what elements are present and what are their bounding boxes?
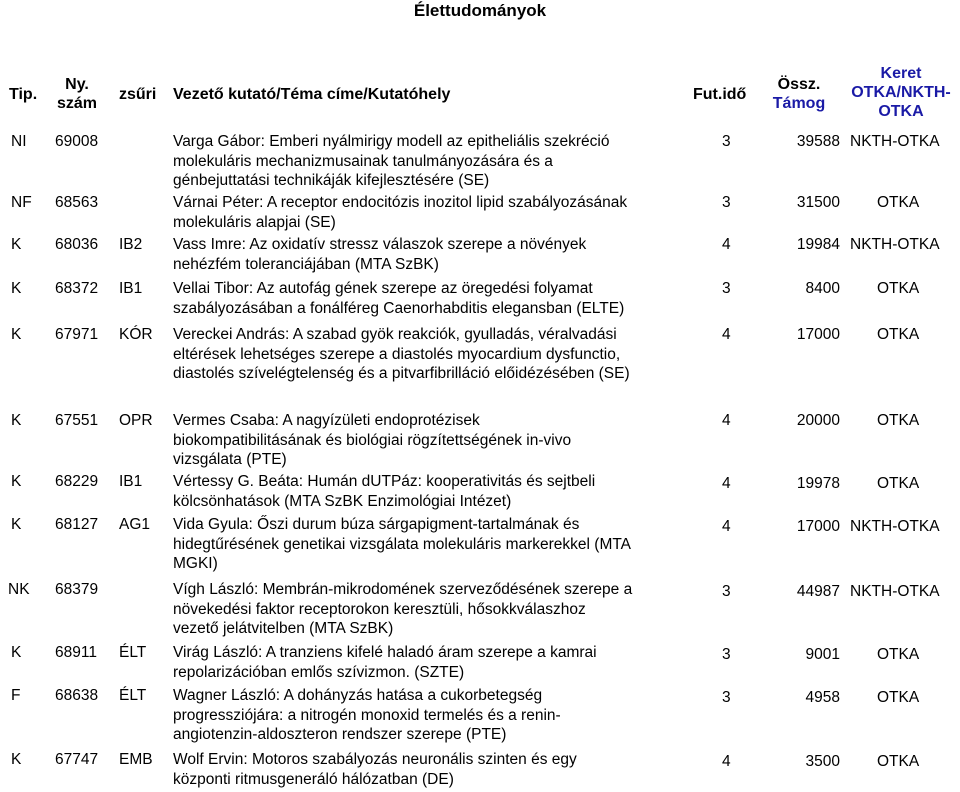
title-line: Wagner László: A dohányzás hatása a cukorbetegség [173, 687, 543, 704]
page-title: Élettudományok [413, 1, 547, 20]
cell-tamog: 31500 [796, 194, 840, 211]
cell-zsuri: OPR [119, 412, 153, 429]
cell-keret: OTKA [877, 194, 920, 211]
header-tip: Tip. [9, 86, 38, 103]
title-line: hidegtűrésének genetikai vizsgálata molekuláris markerekkel (MTA [173, 535, 632, 553]
cell-tamog: 19984 [796, 236, 840, 253]
cell-nyszam: 67747 [55, 751, 99, 768]
title-line: repolarizációban emlős szívizmon. (SZTE) [173, 663, 465, 681]
title-line: Wolf Ervin: Motoros szabályozás neuronális szinten és egy [173, 751, 577, 768]
cell-futido: 4 [722, 236, 731, 253]
header-ossz [768, 75, 830, 113]
header-keret [845, 64, 957, 121]
cell-title [173, 235, 685, 274]
cell-zsuri: IB1 [119, 280, 143, 297]
cell-tip: K [11, 326, 22, 343]
title-line: Varga Gábor: Emberi nyálmirigy modell az epitheliális szekréció [173, 133, 610, 150]
header-keret-line3: OTKA [878, 103, 924, 120]
cell-keret: NKTH-OTKA [850, 583, 940, 600]
cell-title [173, 132, 685, 191]
cell-tamog: 9001 [805, 646, 840, 663]
cell-keret: OTKA [877, 753, 920, 770]
cell-tamog: 20000 [796, 412, 840, 429]
cell-tip: NK [8, 581, 30, 598]
cell-title [173, 515, 685, 574]
title-line: angiotenzin-aldoszteron rendszer szerepe (PTE) [173, 726, 507, 743]
cell-tip: NI [11, 133, 27, 150]
cell-nyszam: 68911 [55, 644, 97, 661]
cell-nyszam: 67971 [55, 326, 99, 343]
title-line: szabályozásában a fonálféreg Caenorhabditis elegansban (ELTE) [173, 299, 625, 317]
cell-title [173, 279, 685, 318]
cell-title [173, 580, 685, 639]
cell-title [173, 325, 685, 384]
cell-futido: 3 [722, 194, 731, 211]
cell-futido: 3 [722, 280, 731, 297]
cell-tamog: 4958 [805, 689, 840, 706]
cell-keret: OTKA [877, 646, 920, 663]
title-line: vezető jelátvitelben (MTA SzBK) [173, 620, 394, 637]
header-futido: Fut.idő [693, 86, 747, 103]
cell-zsuri: IB1 [119, 473, 143, 490]
title-line: Vereckei András: A szabad gyök reakciók, gyulladás, véralvadási [173, 326, 617, 343]
title-line: Vida Gyula: Őszi durum búza sárgapigment-tartalmának és [173, 516, 580, 533]
cell-tamog: 3500 [805, 753, 840, 770]
cell-futido: 3 [722, 689, 731, 706]
cell-tamog: 44987 [796, 583, 840, 600]
cell-zsuri: ÉLT [119, 644, 147, 661]
cell-tamog: 19978 [796, 475, 840, 492]
cell-futido: 3 [722, 646, 731, 663]
header-zsuri: zsűri [119, 86, 157, 103]
cell-tip: K [11, 516, 22, 533]
title-line: génbejuttatási technikáják kifejlesztésére (SE) [173, 172, 490, 189]
title-line: Várnai Péter: A receptor endocitózis inozitol lipid szabályozásának [173, 194, 628, 211]
cell-title [173, 750, 685, 789]
cell-futido: 3 [722, 133, 731, 150]
cell-tamog: 17000 [796, 326, 840, 343]
cell-tip: K [11, 644, 22, 661]
title-line: vizsgálata (PTE) [173, 451, 287, 468]
cell-keret: OTKA [877, 280, 920, 297]
cell-futido: 4 [722, 475, 731, 492]
cell-tip: K [11, 473, 22, 490]
cell-zsuri: ÉLT [119, 687, 147, 704]
cell-nyszam: 68563 [55, 194, 99, 211]
cell-title [173, 472, 685, 511]
cell-keret: OTKA [877, 412, 920, 429]
header-nyszam [52, 75, 102, 113]
title-line: molekuláris alapjai (SE) [173, 213, 336, 231]
title-line: Vass Imre: Az oxidatív stressz válaszok szerepe a növények [173, 236, 587, 253]
cell-title [173, 193, 685, 232]
title-line: MGKI) [173, 555, 218, 572]
header-ossz-line1: Össz. [777, 76, 821, 93]
cell-zsuri: AG1 [119, 516, 151, 533]
cell-tip: NF [11, 194, 32, 211]
title-line: kölcsönhatások (MTA SzBK Enzimológiai Intézet) [173, 492, 512, 510]
title-line: Virág László: A tranziens kifelé haladó áram szerepe a kamrai [173, 644, 597, 661]
cell-tamog: 39588 [796, 133, 840, 150]
title-line: Vermes Csaba: A nagyízületi endoprotézisek [173, 412, 480, 429]
title-line: nehézfém toleranciájában (MTA SzBK) [173, 255, 439, 273]
cell-tip: K [11, 236, 22, 253]
cell-nyszam: 67551 [55, 412, 99, 429]
cell-tip: F [11, 687, 21, 704]
cell-nyszam: 68372 [55, 280, 99, 297]
cell-futido: 4 [722, 518, 731, 535]
cell-zsuri: KÓR [119, 326, 153, 343]
cell-nyszam: 69008 [55, 133, 99, 150]
header-vezeto: Vezető kutató/Téma címe/Kutatóhely [173, 86, 451, 103]
cell-zsuri: IB2 [119, 236, 143, 253]
cell-zsuri: EMB [119, 751, 153, 768]
title-line: növekedési faktor receptorokon keresztüli, hősokkválaszhoz [173, 600, 586, 618]
cell-nyszam: 68036 [55, 236, 99, 253]
title-line: molekuláris mechanizmusainak tanulmányozására és a [173, 152, 553, 170]
title-line: Vígh László: Membrán-mikrodomének szerveződésének szerepe a [173, 581, 633, 598]
title-line: eltérések lehetséges szerepe a diastolés myocardium dysfunctio, [173, 345, 621, 363]
title-line: Vellai Tibor: Az autofág gének szerepe az öregedési folyamat [173, 280, 593, 297]
cell-keret: OTKA [877, 326, 920, 343]
cell-nyszam: 68638 [55, 687, 99, 704]
cell-nyszam: 68229 [55, 473, 99, 490]
cell-futido: 4 [722, 326, 731, 343]
title-line: diastolés szívelégtelenség és a pitvarfibrilláció előidézésében (SE) [173, 365, 630, 382]
cell-keret: NKTH-OTKA [850, 518, 940, 535]
title-line: központi ritmusgeneráló hálózatban (DE) [173, 770, 454, 788]
cell-futido: 4 [722, 412, 731, 429]
cell-keret: NKTH-OTKA [850, 133, 940, 150]
cell-futido: 3 [722, 583, 731, 600]
cell-nyszam: 68379 [55, 581, 99, 598]
title-line: Vértessy G. Beáta: Humán dUTPáz: kooperativitás és sejtbeli [173, 473, 596, 490]
header-ossz-line2: Támog [772, 95, 826, 112]
cell-tip: K [11, 280, 22, 297]
header-nyszam-line2: szám [56, 95, 98, 112]
cell-tamog: 8400 [805, 280, 840, 297]
title-line: progressziójára: a nitrogén monoxid termelés és a renin- [173, 706, 561, 724]
cell-nyszam: 68127 [55, 516, 99, 533]
header-keret-line2: OTKA/NKTH- [851, 84, 951, 101]
title-line: biokompatibilitásának és biológiai rögzítettségének in-vivo [173, 431, 572, 449]
header-nyszam-line1: Ny. [65, 76, 89, 93]
cell-title [173, 411, 685, 470]
cell-tamog: 17000 [796, 518, 840, 535]
cell-keret: OTKA [877, 689, 920, 706]
cell-tip: K [11, 412, 22, 429]
cell-keret: NKTH-OTKA [850, 236, 940, 253]
cell-keret: OTKA [877, 475, 920, 492]
header-keret-line1: Keret [880, 65, 922, 82]
cell-tip: K [11, 751, 22, 768]
cell-title [173, 686, 685, 745]
cell-title [173, 643, 685, 682]
cell-futido: 4 [722, 753, 731, 770]
